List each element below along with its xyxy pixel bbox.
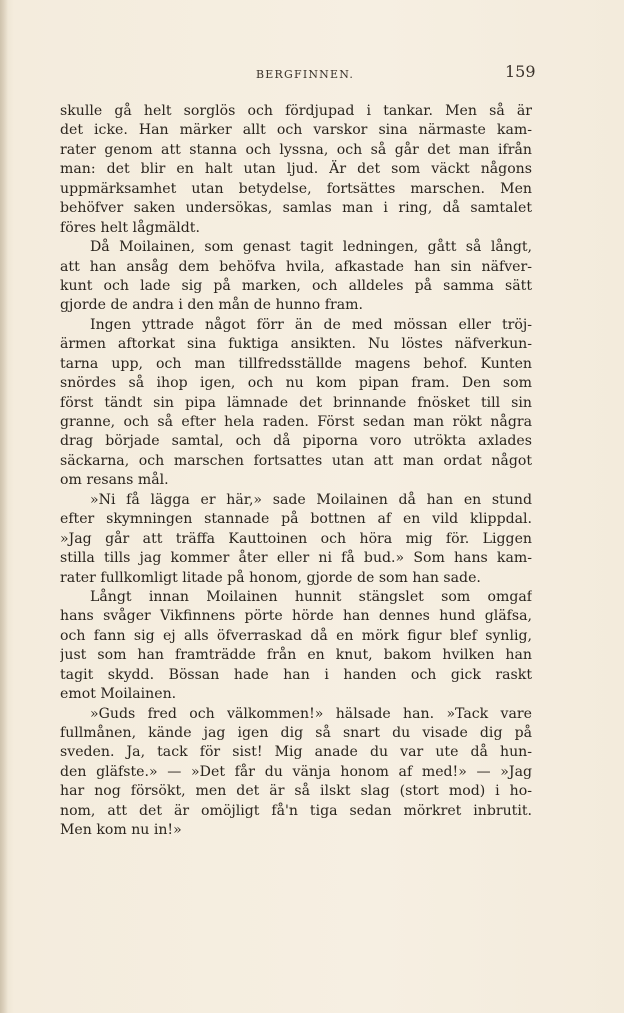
text-line: hans svåger Vikfinnens pörte hörde han dennes hund gläfsa, (60, 608, 532, 625)
text-line: behöfver saken undersökas, samlas man i ring, då samtalet (60, 200, 532, 217)
text-line: »Guds fred och välkommen!» hälsade han. »Tack vare (90, 705, 532, 722)
text-line: just som han framträdde från en knut, bakom hvilken han (60, 647, 532, 664)
text-line: det icke. Han märker allt och varskor sina närmaste kam- (60, 122, 532, 139)
text-line: föres helt lågmäldt. (60, 219, 200, 236)
text-line: gjorde de andra i den mån de hunno fram. (60, 297, 363, 314)
text-line: man: det blir en halt utan ljud. Är det som väckt någons (60, 161, 532, 178)
text-line: rater fullkomligt litade på honom, gjorde de som han sade. (60, 569, 481, 586)
text-line: Långt innan Moilainen hunnit stängslet som omgaf (90, 588, 532, 605)
body-text (60, 102, 532, 841)
text-line: Men kom nu in!» (60, 822, 182, 839)
text-line: kunt och lade sig på marken, och alldeles på samma sätt (60, 277, 532, 294)
text-line: den gläfste.» — »Det får du vänja honom af med!» — »Jag (60, 763, 532, 780)
text-line: Då Moilainen, som genast tagit ledningen, gått så långt, (90, 239, 532, 256)
text-line: Ingen yttrade något förr än de med mössan eller tröj- (90, 316, 532, 333)
text-line: att han ansåg dem behöfva hvila, afkastade han sin näfver- (60, 258, 532, 275)
text-line: sveden. Ja, tack för sist! Mig anade du var ute då hun- (60, 744, 532, 761)
text-line: rater genom att stanna och lyssna, och så går det man ifrån (60, 141, 532, 158)
text-line: säckarna, och marschen fortsattes utan att man ordat något (60, 452, 532, 469)
text-line: uppmärksamhet utan betydelse, fortsättes marschen. Men (60, 180, 532, 197)
page-number: 159 (505, 62, 536, 81)
text-line: snördes så ihop igen, och nu kom pipan fram. Den som (60, 375, 532, 392)
gutter-shadow (0, 0, 8, 1013)
text-line: emot Moilainen. (60, 686, 177, 703)
running-head: BERGFINNEN. (256, 68, 355, 81)
text-line: tagit skydd. Bössan hade han i handen och gick raskt (60, 666, 532, 683)
text-line: fullmånen, kände jag igen dig så snart du visade dig på (60, 725, 532, 741)
text-line: först tändt sin pipa lämnade det brinnande fnösket till sin (60, 394, 532, 411)
text-line: och fann sig ej alls öfverraskad då en mörk figur blef synlig, (60, 627, 532, 644)
text-line: efter skymningen stannade på bottnen af en vild klippdal. (60, 511, 532, 528)
text-line: om resans mål. (60, 472, 169, 489)
text-line: skulle gå helt sorglös och fördjupad i tankar. Men så är (60, 103, 532, 119)
text-line: tarna upp, och man tillfredsställde magens behof. Kunten (60, 355, 532, 372)
text-line: granne, och så efter hela raden. Först sedan man rökt några (60, 414, 532, 430)
text-line: har nog försökt, men det är så ilskt slag (stort mod) i ho- (60, 783, 532, 800)
text-line: nom, att det är omöjligt få'n tiga sedan mörkret inbrutit. (60, 802, 532, 819)
text-line: stilla tills jag kommer åter eller ni få bud.» Som hans kam- (60, 550, 532, 567)
text-line: »Jag går att träffa Kauttoinen och höra mig för. Liggen (60, 530, 532, 547)
text-line: drag började samtal, och då piporna voro utrökta axlades (60, 433, 532, 450)
text-line: »Ni få lägga er här,» sade Moilainen då han en stund (90, 491, 532, 508)
text-line: ärmen aftorkat sina fuktiga ansikten. Nu löstes näfverkun- (60, 336, 532, 353)
